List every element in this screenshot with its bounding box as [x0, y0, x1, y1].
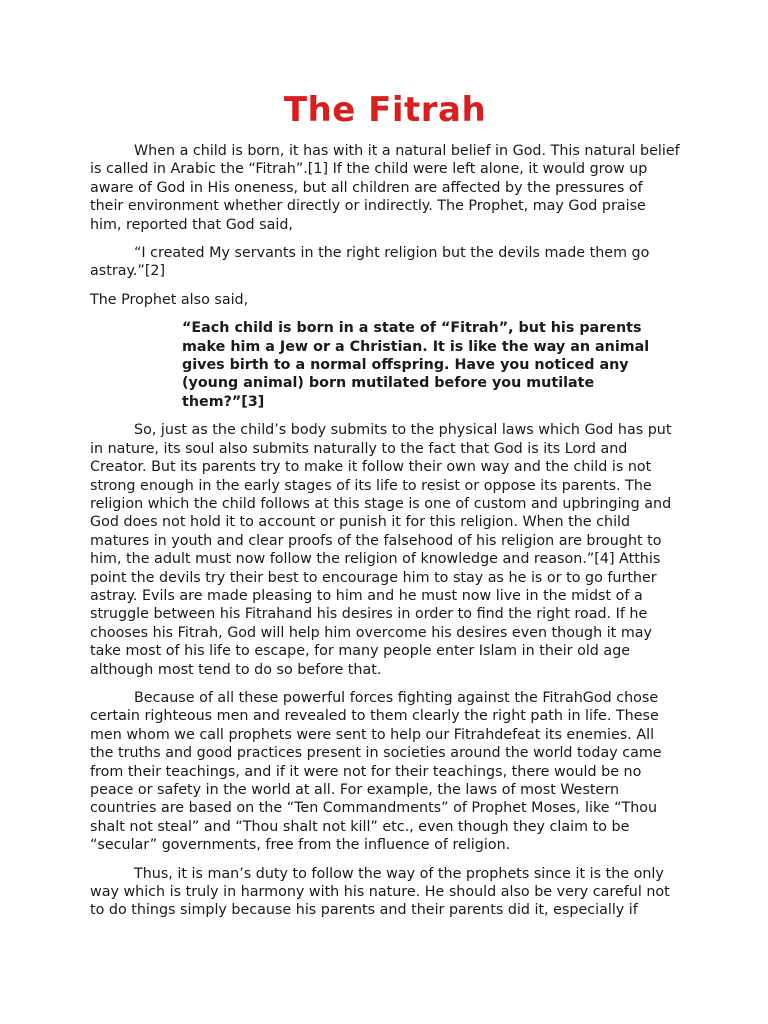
paragraph-prophets-sent: Because of all these powerful forces fighting against the FitrahGod chose certain righteous men and revealed to them clearly the right path in life. These men whom we call prophets were sent to help our Fitrahdefeat its enemies. All the truths and good practices present in societies around the world today came from their teachings, and if it were not for their teachings, there would be no peace or safety in the world at all. For example, the laws of most Western countries are based on the “Ten Commandments” of Prophet Moses, like “Thou shalt not steal” and “Thou shalt not kill” etc., even though they claim to be “secular” governments, free from the influence of religion.	[90, 689, 662, 854]
paragraph-intro: When a child is born, it has with it a natural belief in God. This natural belief is called in Arabic the “Fitrah”.[1] If the child were left alone, it would grow up aware of God in His oneness, but all children are affected by the pressures of their environment whether directly or indirectly. The Prophet, may God praise him, reported that God said,	[90, 143, 680, 233]
paragraph-hadith-quote: “I created My servants in the right religion but the devils made them go astray.”[2]	[90, 245, 650, 280]
document-title: The Fitrah	[283, 90, 487, 130]
paragraph-body-submits: So, just as the child’s body submits to the physical laws which God has put in nature, its soul also submits naturally to the fact that God is its Lord and Creator. But its parents try to make it follow their own way and the child is not strong enough in the early stages of its life to resist or oppose its parents. The religion which the child follows at this stage is one of custom and upbringing and God does not hold it to account or punish it for this religion. When the child matures in youth and clear proofs of the falsehood of his religion are brought to him, the adult must now follow the religion of knowledge and reason.”[4] Atthis point the devils try their best to encourage him to stay as he is or to go further astray. Evils are made pleasing to him and he must now live in the midst of a struggle between his Fitrahand his desires in order to find the right road. If he chooses his Fitrah, God will help him overcome his desires even though it may take most of his life to escape, for many people enter Islam in their old age although most tend to do so before that.	[90, 422, 672, 678]
paragraph-prophet-said: The Prophet also said,	[90, 291, 249, 308]
block-quote-fitrah: “Each child is born in a state of “Fitrah”, but his parents make him a Jew or a Christian. It is like the way an animal gives birth to a normal offspring. Have you noticed any (young animal) born mutilated before you mutilate them?”[3]	[182, 320, 650, 410]
paragraph-mans-duty: Thus, it is man’s duty to follow the way of the prophets since it is the only way which is truly in harmony with his nature. He should also be very careful not to do things simply because his parents and their parents did it, especially if	[90, 865, 670, 919]
document-body	[90, 142, 680, 920]
